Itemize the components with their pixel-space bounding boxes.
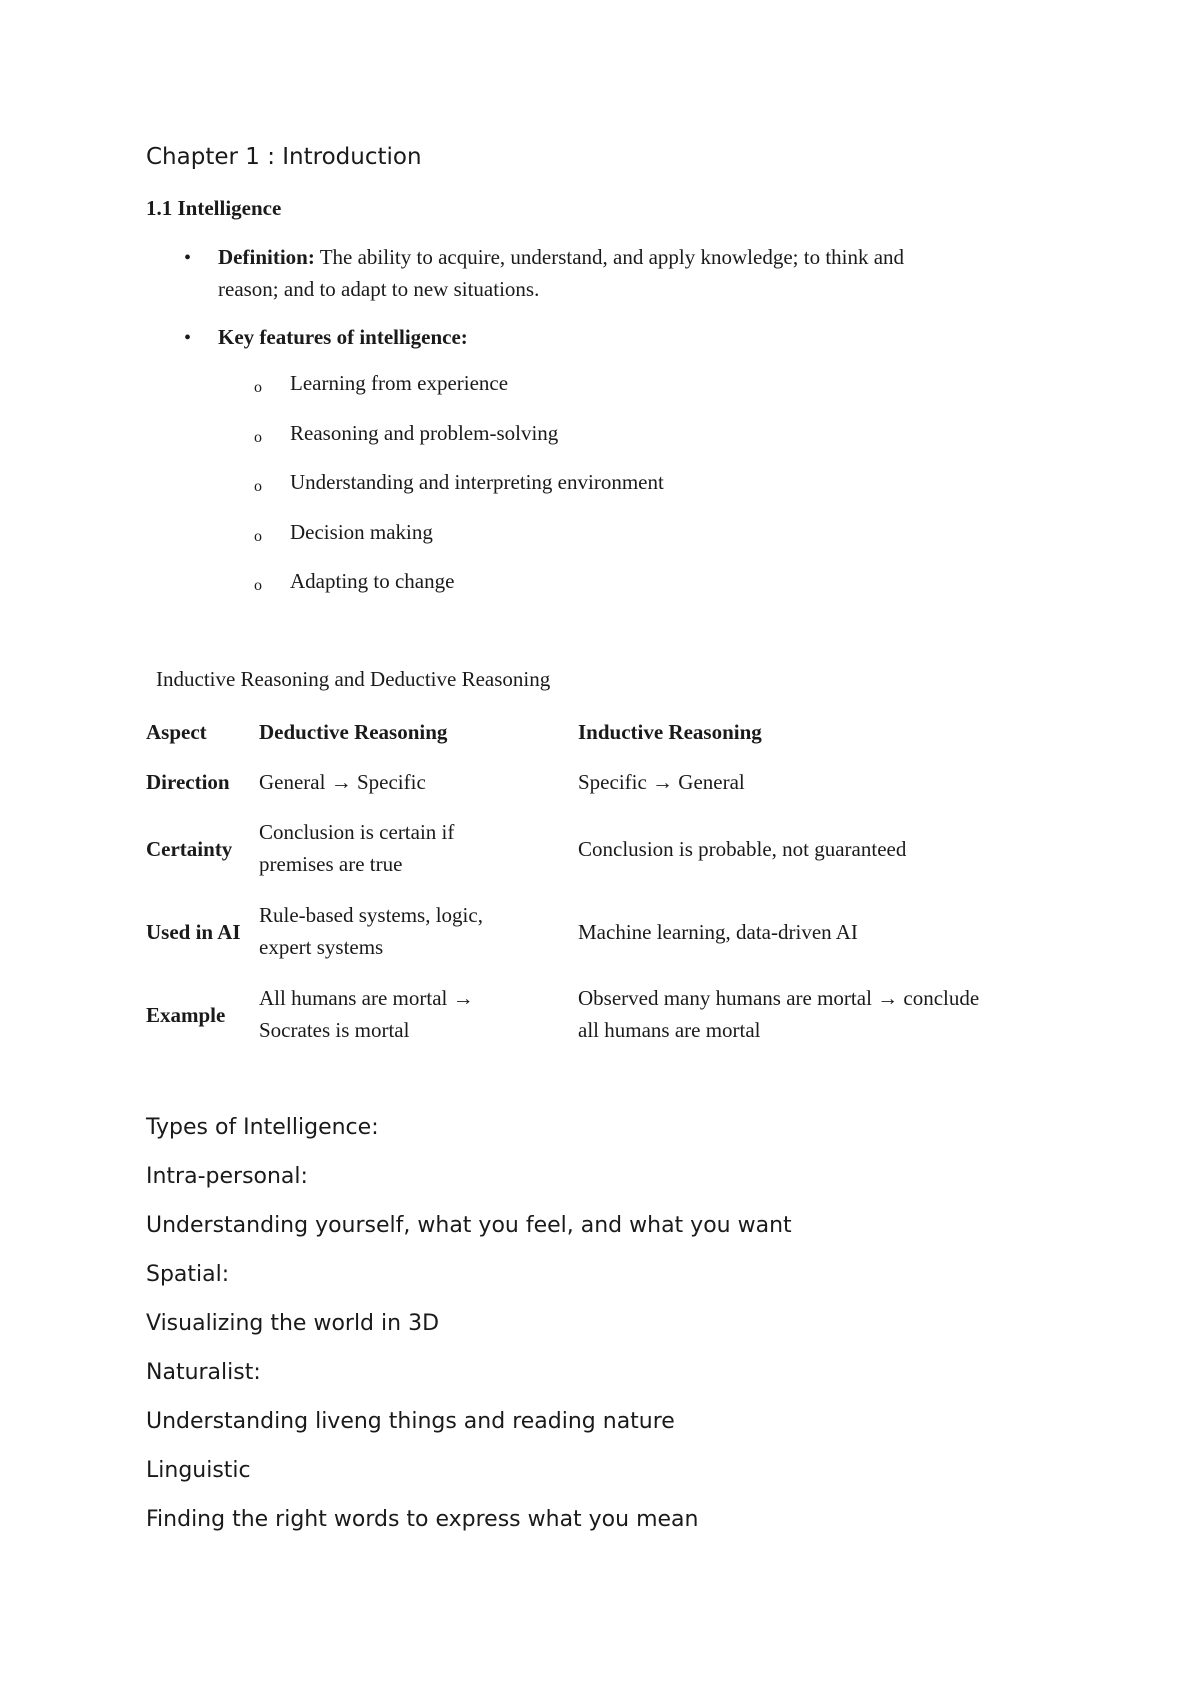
table-cell-deductive: expert systems [259,935,384,959]
table-cell-deductive: Rule-based systems, logic, [259,903,483,927]
type-name: Naturalist: [146,1360,261,1385]
list-item: Reasoning and problem-solving [290,421,559,445]
table-cell-deductive: Conclusion is certain if [259,820,455,844]
key-features-label: Key features of intelligence: [218,325,468,349]
type-description: Visualizing the world in 3D [146,1311,440,1336]
type-description: Understanding yourself, what you feel, and what you want [146,1213,792,1238]
table-row-aspect: Direction [146,770,230,794]
list-item: Learning from experience [290,371,509,395]
definition-line-1 [218,241,904,273]
definition-line-2: reason; and to adapt to new situations. [218,277,540,301]
circle-bullet-icon: o [254,528,262,545]
bullet-icon: • [184,247,192,269]
definition-text-1: The ability to acquire, understand, and apply knowledge; to think and [319,245,905,269]
table-cell-deductive: General → Specific [259,770,426,794]
table-cell-inductive: Observed many humans are mortal → conclude [578,986,980,1010]
table-cell-deductive: premises are true [259,852,403,876]
table-cell-inductive: Specific → General [578,770,745,794]
section-title: 1.1 Intelligence [146,196,282,220]
table-cell-deductive: Socrates is mortal [259,1018,410,1042]
circle-bullet-icon: o [254,478,262,495]
table-header-deductive: Deductive Reasoning [259,720,448,744]
table-caption: Inductive Reasoning and Deductive Reasoning [156,667,551,691]
type-description: Finding the right words to express what you mean [146,1507,699,1532]
list-item: Understanding and interpreting environment [290,470,664,494]
type-name: Spatial: [146,1262,230,1287]
chapter-title: Chapter 1 : Introduction [146,144,422,170]
table-row-aspect: Example [146,1003,226,1027]
type-name: Linguistic [146,1458,251,1483]
table-header-aspect: Aspect [146,720,207,744]
table-row-aspect: Certainty [146,837,233,861]
circle-bullet-icon: o [254,577,262,594]
type-description: Understanding liveng things and reading nature [146,1409,675,1434]
circle-bullet-icon: o [254,429,262,446]
bullet-icon: • [184,327,192,349]
table-cell-inductive: Machine learning, data-driven AI [578,920,858,944]
table-row-aspect: Used in AI [146,920,241,944]
types-heading: Types of Intelligence: [146,1115,379,1140]
list-item: Adapting to change [290,569,455,593]
definition-label: Definition: [218,245,315,269]
table-cell-deductive: All humans are mortal → [259,986,474,1010]
table-cell-inductive: Conclusion is probable, not guaranteed [578,837,907,861]
table-header-inductive: Inductive Reasoning [578,720,762,744]
circle-bullet-icon: o [254,379,262,396]
type-name: Intra-personal: [146,1164,308,1189]
list-item: Decision making [290,520,433,544]
table-cell-inductive: all humans are mortal [578,1018,761,1042]
